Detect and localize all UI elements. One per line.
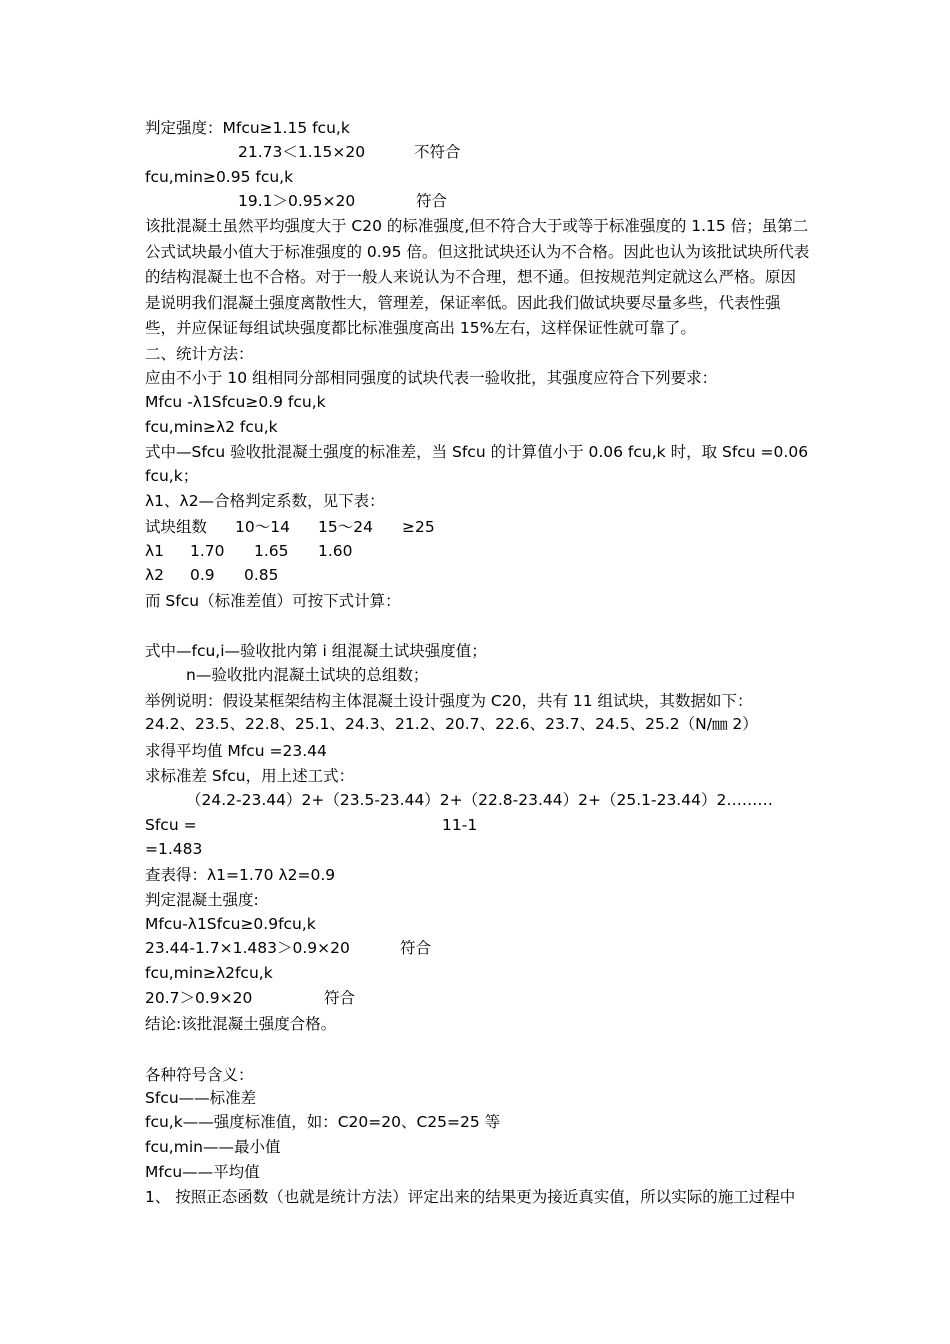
example-intro: 举例说明：假设某框架结构主体混凝土设计强度为 C20，共有 11 组试块，其数据如下：	[145, 692, 753, 710]
def1: 式中—fcu,i—验收批内第 i 组混凝土试块强度值；	[145, 642, 487, 660]
table-header-row	[145, 515, 435, 539]
table-cell: 试块组数	[145, 518, 208, 536]
judge1-calc1: 21.73＜1.15×20	[238, 143, 366, 161]
symbols-heading: 各种符号含义：	[145, 1066, 254, 1084]
table-cell: 0.85	[244, 566, 279, 584]
sfcu-label: Sfcu =	[145, 816, 197, 834]
table-row	[145, 563, 435, 587]
judge1-result2: 符合	[416, 192, 448, 210]
section2-formula2: fcu,min≥λ2 fcu,k	[145, 418, 278, 436]
table-cell: 0.9	[190, 566, 215, 584]
table-cell: 15～24	[318, 518, 373, 536]
example-calc2-row	[145, 987, 356, 1009]
judge1-result1: 不符合	[414, 143, 461, 161]
example-calc1-row	[145, 937, 432, 959]
example-result1: 符合	[400, 939, 432, 957]
example-judge-title: 判定混凝土强度:	[145, 891, 259, 909]
section2-formula1: Mfcu -λ1Sfcu≥0.9 fcu,k	[145, 393, 326, 411]
example-mean: 求得平均值 Mfcu =23.44	[145, 742, 327, 760]
judge1-cond2: fcu,min≥0.95 fcu,k	[145, 168, 294, 186]
example-conclusion: 结论:该批混凝土强度合格。	[145, 1015, 337, 1033]
table-cell: ≥25	[402, 518, 435, 536]
example-result2: 符合	[324, 989, 356, 1007]
table-row	[145, 539, 435, 563]
judge1-calc1-row	[238, 141, 461, 163]
example-sd-value: =1.483	[145, 840, 203, 858]
example-sd-intro: 求标准差 Sfcu，用上述工式：	[145, 767, 355, 785]
example-formula1: Mfcu-λ1Sfcu≥0.9fcu,k	[145, 915, 316, 933]
example-sfcu-row	[145, 814, 478, 836]
table-cell: λ1	[145, 542, 165, 560]
table-cell: 1.70	[190, 542, 225, 560]
table-cell: 10～14	[235, 518, 290, 536]
section2-note2: λ1、λ2—合格判定系数，见下表：	[145, 492, 385, 510]
judge1-title: 判定强度：Mfcu≥1.15 fcu,k	[145, 119, 350, 137]
symbol-fcumin: fcu,min——最小值	[145, 1138, 281, 1156]
example-formula2: fcu,min≥λ2fcu,k	[145, 964, 273, 982]
paragraph1: 该批混凝土虽然平均强度大于 C20 的标准强度,但不符合大于或等于标准强度的 1.15 倍；虽第二公式试块最小值大于标准强度的 0.95 倍。但这批试块还认为不合格。因此也认为该批试块所代表的结构混凝土也不合格。对于一般人来说认为不合理，想不通。但按规范判定就这么严格。原因是说明我们混凝土强度离散性大，管理差，保证率低。因此我们做试块要尽量多些，代表性强些，并应保证每组试块强度都比标准强度高出 15%左右，这样保证性就可靠了。	[145, 217, 810, 337]
example-numerator: （24.2-23.44）2+（23.5-23.44）2+（22.8-23.44）2+（25.1-23.44）2………	[186, 791, 773, 809]
denominator: 11-1	[442, 816, 478, 834]
symbol-fcuk: fcu,k——强度标准值，如：C20=20、C25=25 等	[145, 1113, 501, 1131]
example-lookup: 查表得：λ1=1.70 λ2=0.9	[145, 866, 336, 884]
sfcu-intro: 而 Sfcu（标准差值）可按下式计算：	[145, 592, 401, 610]
symbol-mfcu: Mfcu——平均值	[145, 1163, 260, 1181]
table-cell: 1.60	[318, 542, 353, 560]
example-calc2: 20.7＞0.9×20	[145, 989, 253, 1007]
def2: n—验收批内混凝土试块的总组数；	[186, 666, 429, 684]
section2-heading: 二、统计方法：	[145, 345, 254, 363]
example-calc1: 23.44-1.7×1.483＞0.9×20	[145, 939, 350, 957]
point1: 1、 按照正态函数（也就是统计方法）评定出来的结果更为接近真实值，所以实际的施工过程中	[145, 1188, 796, 1206]
example-data: 24.2、23.5、22.8、25.1、24.3、21.2、20.7、22.6、23.7、24.5、25.2（N/㎜ 2）	[145, 715, 758, 733]
symbol-sfcu: Sfcu——标准差	[145, 1089, 257, 1107]
section2-note1: 式中—Sfcu 验收批混凝土强度的标准差，当 Sfcu 的计算值小于 0.06 fcu,k 时，取 Sfcu =0.06 fcu,k；	[145, 443, 809, 485]
coefficient-table	[145, 515, 435, 587]
judge1-calc2-row	[238, 190, 448, 212]
section2-intro: 应由不小于 10 组相同分部相同强度的试块代表一验收批，其强度应符合下列要求：	[145, 369, 718, 387]
judge1-calc2: 19.1＞0.95×20	[238, 192, 356, 210]
table-cell: λ2	[145, 566, 165, 584]
table-cell: 1.65	[254, 542, 289, 560]
